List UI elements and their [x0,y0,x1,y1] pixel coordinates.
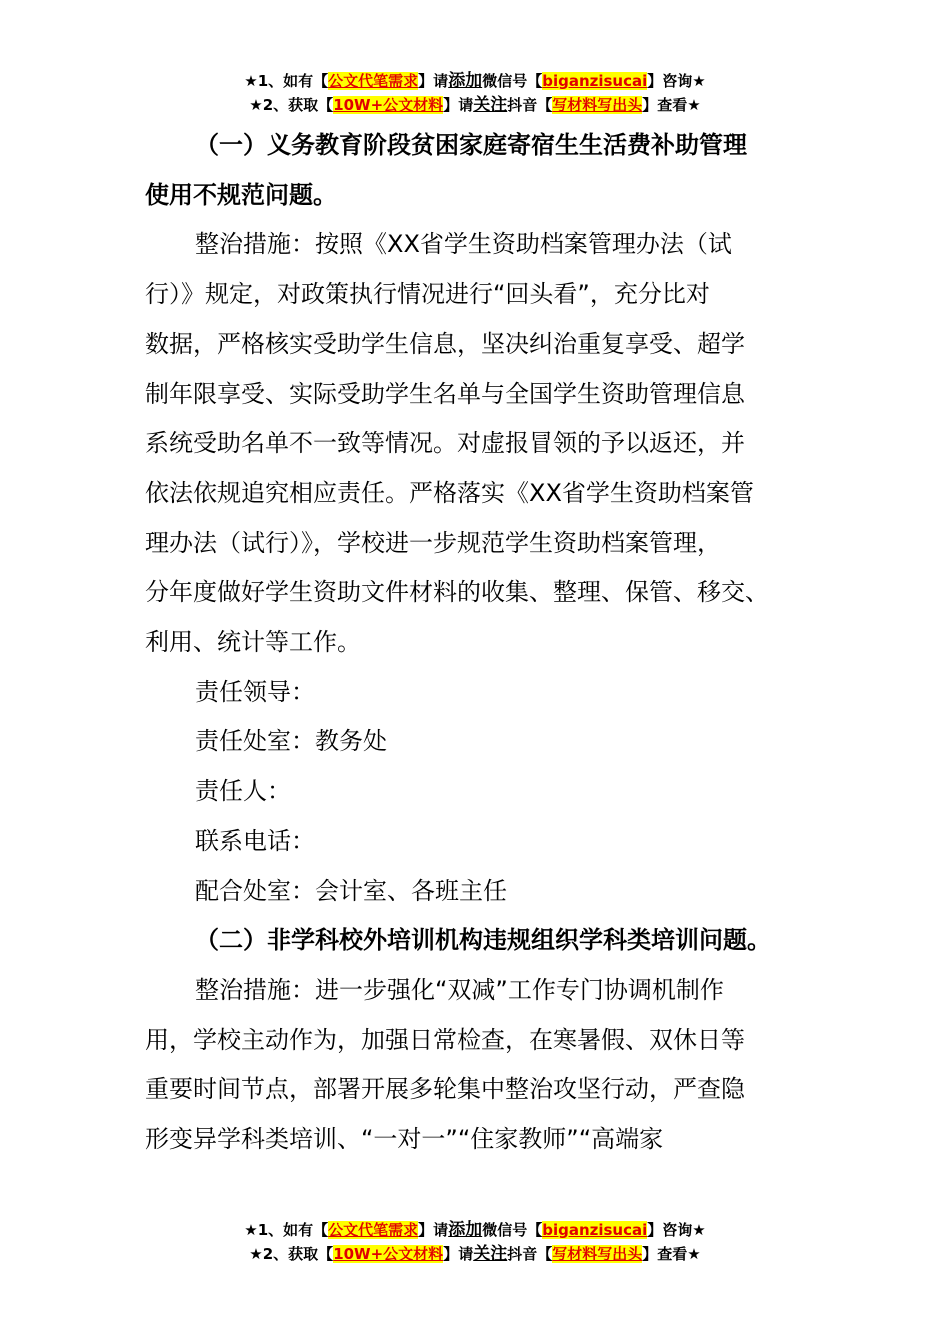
banner-highlight: 公文代笔需求 [328,1221,419,1239]
banner-text: 微信号【 [482,1221,543,1239]
banner-underline: 关注 [473,1244,508,1264]
text-line: 数据，严格核实受助学生信息，坚决纠治重复享受、超学 [145,329,745,358]
banner-highlight: biganzisucai [542,1221,648,1239]
footer-banner [0,1218,950,1266]
banner-underline: 关注 [473,95,508,115]
text-line: 形变异学科类培训、“一对一”“住家教师”“高端家 [145,1125,664,1153]
banner-highlight: 写材料写出头 [552,96,643,114]
header-banner [0,69,950,117]
text-line: 责任领导： [195,677,315,706]
banner-text: 】请 [443,96,474,114]
section-heading-line: （二）非学科校外培训机构违规组织学科类培训问题。 [195,926,771,955]
banner-text: 】请 [418,72,449,90]
banner-text: 】请 [443,1245,474,1263]
text-line: 行）》规定，对政策执行情况进行“回头看”，充分比对 [145,280,710,309]
banner-highlight: 公文代笔需求 [328,72,419,90]
text-line: 依法依规追究相应责任。严格落实《XX省学生资助档案管 [145,478,754,507]
banner-highlight: biganzisucai [542,72,648,90]
text-line: 系统受助名单不一致等情况。对虚报冒领的予以返还，并 [145,429,745,458]
text-line: 分年度做好学生资助文件材料的收集、整理、保管、移交、 [145,578,769,607]
banner-text: ★1、如有【 [244,1221,329,1239]
text-line: 用，学校主动作为，加强日常检查，在寒暑假、双休日等 [145,1025,745,1054]
text-line: 责任人： [195,777,291,806]
text-line: 利用、统计等工作。 [145,628,361,656]
text-line: 整治措施：进一步强化“双减”工作专门协调机制作 [195,975,724,1004]
text-line: 理办法（试行）》，学校进一步规范学生资助档案管理， [145,528,721,557]
section-heading-line: 使用不规范问题。 [145,180,337,209]
banner-text: ★2、获取【 [249,1245,334,1263]
banner-text: 抖音【 [507,1245,553,1263]
section-heading-line: （一）义务教育阶段贫困家庭寄宿生生活费补助管理 [195,131,747,159]
banner-text: 】咨询★ [647,72,706,90]
banner-highlight: 10W+公文材料 [333,1245,444,1263]
banner-text: 】查看★ [642,1245,701,1263]
text-line: 配合处室：会计室、各班主任 [195,876,507,905]
banner-underline: 添加 [448,71,483,91]
banner-underline: 添加 [448,1220,483,1240]
banner-line-1 [0,69,950,93]
text-line: 重要时间节点，部署开展多轮集中整治攻坚行动，严查隐 [145,1075,745,1104]
banner-text: 】咨询★ [647,1221,706,1239]
banner-text: 】查看★ [642,96,701,114]
text-line: 责任处室：教务处 [195,727,387,756]
banner-line-1 [0,1218,950,1242]
text-line: 制年限享受、实际受助学生名单与全国学生资助管理信息 [145,379,745,408]
banner-line-2 [0,1242,950,1266]
banner-highlight: 10W+公文材料 [333,96,444,114]
banner-line-2 [0,93,950,117]
banner-highlight: 写材料写出头 [552,1245,643,1263]
banner-text: 微信号【 [482,72,543,90]
banner-text: 抖音【 [507,96,553,114]
banner-text: ★2、获取【 [249,96,334,114]
text-line: 联系电话： [195,826,315,855]
banner-text: ★1、如有【 [244,72,329,90]
text-line: 整治措施：按照《XX省学生资助档案管理办法（试 [195,230,732,259]
banner-text: 】请 [418,1221,449,1239]
